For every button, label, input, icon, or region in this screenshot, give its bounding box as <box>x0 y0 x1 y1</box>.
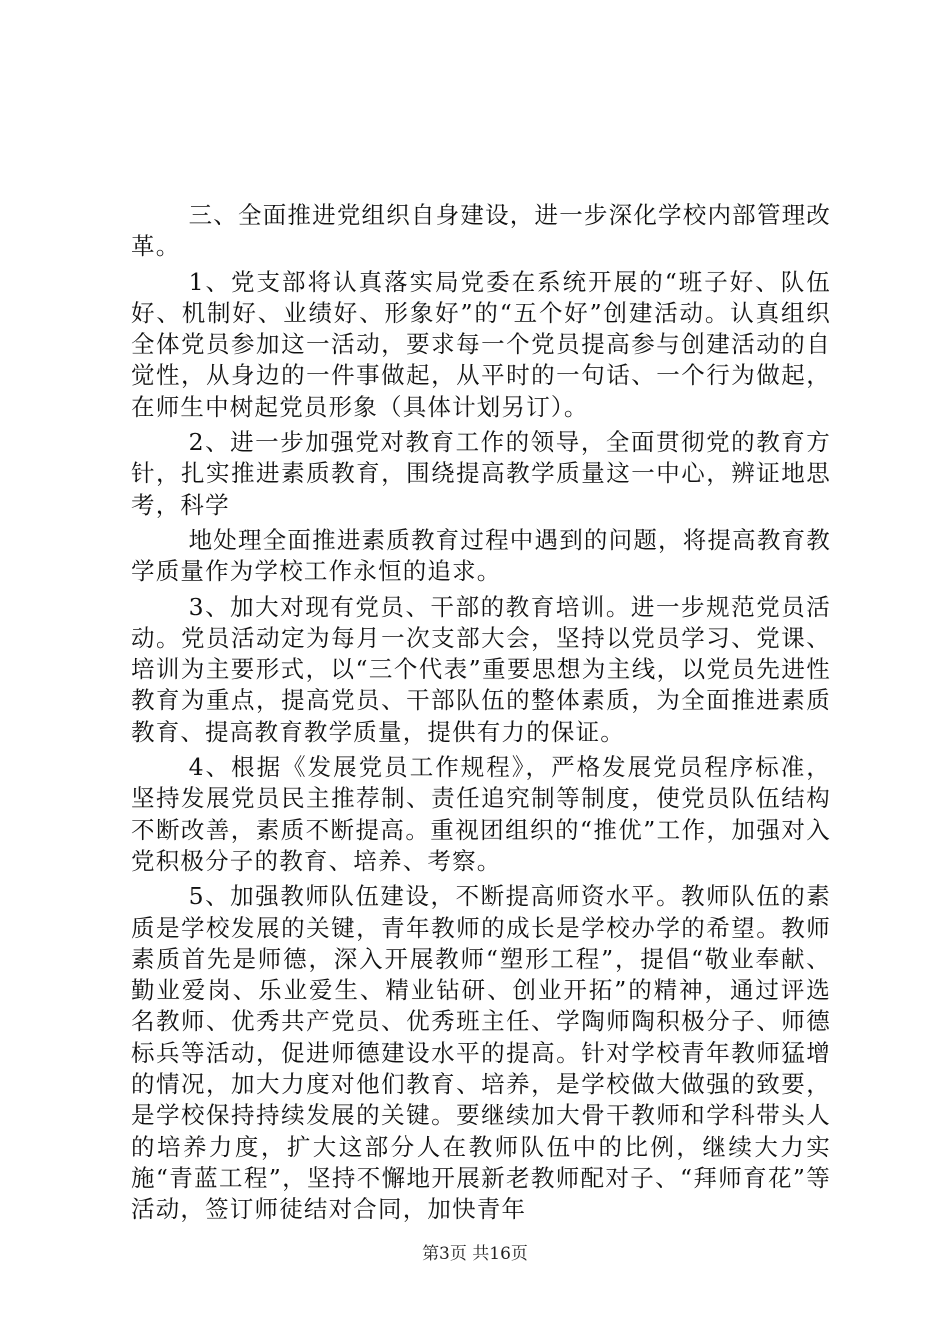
paragraph-2-part-2: 地处理全面推进素质教育过程中遇到的问题，将提高教育教学质量作为学校工作永恒的追求。 <box>131 525 831 586</box>
paragraph-4: 4、根据《发展党员工作规程》，严格发展党员程序标准，坚持发展党员民主推荐制、责任追究制等制度，使党员队伍结构不断改善，素质不断提高。重视团组织的“推优”工作，加强对入党积极分子的教育、培养、考察。 <box>131 753 831 875</box>
section-heading: 三、全面推进党组织自身建设，进一步深化学校内部管理改革。 <box>131 201 831 261</box>
paragraph-2-part-1: 2、进一步加强党对教育工作的领导，全面贯彻党的教育方针，扎实推进素质教育，围绕提高教学质量这一中心，辨证地思考，科学 <box>131 428 831 519</box>
paragraph-3: 3、加大对现有党员、干部的教育培训。进一步规范党员活动。党员活动定为每月一次支部大会，坚持以党员学习、党课、培训为主要形式，以“三个代表”重要思想为主线，以党员先进性教育为重点，提高党员、干部队伍的整体素质，为全面推进素质教育、提高教育教学质量，提供有力的保证。 <box>131 592 831 746</box>
page-number-footer: 第3页 共16页 <box>422 1244 528 1264</box>
paragraph-1: 1、党支部将认真落实局党委在系统开展的“班子好、队伍好、机制好、业绩好、形象好”的“五个好”创建活动。认真组织全体党员参加这一活动，要求每一个党员提高参与创建活动的自觉性，从身边的一件事做起，从平时的一句话、一个行为做起，在师生中树起党员形象（具体计划另订）。 <box>131 267 831 421</box>
paragraph-5: 5、加强教师队伍建设，不断提高师资水平。教师队伍的素质是学校发展的关键，青年教师的成长是学校办学的希望。教师素质首先是师德，深入开展教师“塑形工程”，提倡“敬业奉献、勤业爱岗、乐业爱生、精业钻研、创业开拓”的精神，通过评选名教师、优秀共产党员、优秀班主任、学陶师陶积极分子、师德标兵等活动，促进师德建设水平的提高。针对学校青年教师猛增的情况，加大力度对他们教育、培养，是学校做大做强的致要，是学校保持持续发展的关键。要继续加大骨干教师和学科带头人的培养力度，扩大这部分人在教师队伍中的比例，继续大力实施“青蓝工程”，坚持不懈地开展新老教师配对子、“拜师育花”等活动，签订师徒结对合同，加快青年 <box>131 882 831 1224</box>
document-body <box>131 200 831 1226</box>
